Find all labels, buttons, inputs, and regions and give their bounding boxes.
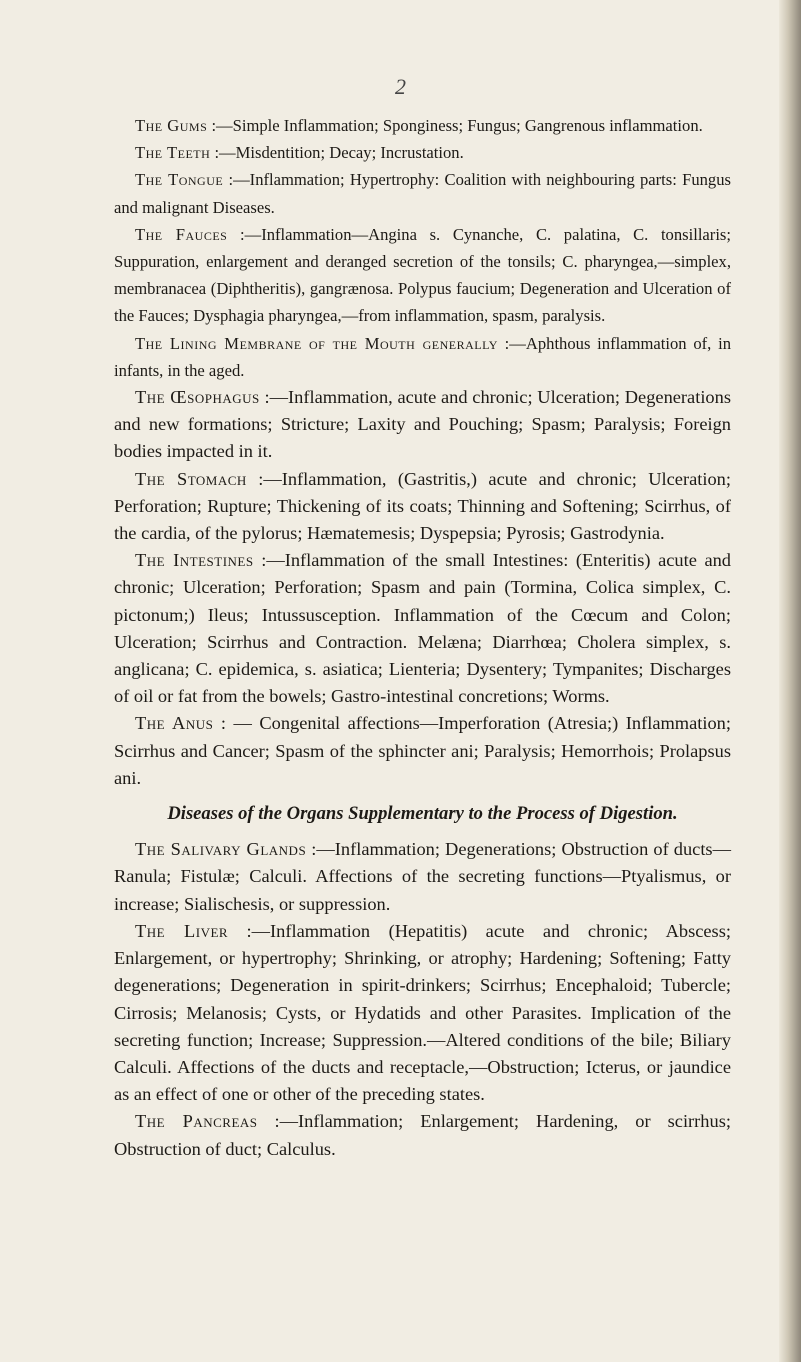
entry-body: : — Congenital affections—Imperforation (Atresia;) Inflammation; Scirrhus and Cancer; Spasm of the sphincter ani; Paralysis; Hemorrhois; Prolapsus ani. [114, 713, 731, 788]
entry-body: :—Inflammation; Degenerations; Obstruction of ducts—Ranula; Fistulæ; Calculi. Affections of the secreting functions—Ptyalismus, or increase; Sialischesis, or suppression. [114, 839, 731, 914]
entry-heading: The Salivary Glands [135, 839, 307, 860]
entry-liver [114, 918, 731, 1108]
entry-body: :—Inflammation of the small Intestines: (Enteritis) acute and chronic; Ulceration; Perforation; Spasm and pain (Tormina, Colica simplex, C. pictonum;) Ileus; Intussusception. Inflammation of the Cœcum and Colon; Ulceration; Scirrhus and Contraction. Melæna; Diarrhœa; Cholera simplex, s. anglicana; C. epidemica, s. asiatica; Lienteria; Dysentery; Tympanites; Discharges of oil or fat from the bowels; Gastro-intestinal concretions; Worms. [114, 550, 731, 707]
entry-body: :—Aphthous inflammation of, in infants, in the aged. [114, 333, 732, 380]
entry-oesophagus [114, 384, 731, 466]
page-number: 2 [395, 74, 406, 99]
entry-body: :—Inflammation, (Gastritis,) acute and chronic; Ulceration; Perforation; Rupture; Thickening of its coats; Thinning and Softening; Scirrhus, of the cardia, of the pylorus; Hæmatemesis; Dyspepsia; Pyrosis; Gastrodynia. [114, 468, 731, 544]
entry-body: :—Inflammation—Angina s. Cynanche, C. palatina, C. tonsillaris; Suppuration, enlargement and deranged secretion of the tonsils; C. pharyngea,—simplex, membranacea (Diphtheritis), gangrænosa. Polypus faucium; Degeneration and Ulceration of the Fauces; Dysphagia pharyngea,—from inflammation, spasm, paralysis. [114, 224, 732, 326]
entry-heading: The Lining Membrane of the Mouth generally [135, 333, 498, 353]
entry-heading: The Anus [135, 713, 214, 734]
entry-body: :—Inflammation; Hypertrophy: Coalition with neighbouring parts: Fungus and malignant Diseases. [114, 170, 731, 217]
entry-pancreas [114, 1108, 731, 1162]
entry-gums [114, 112, 731, 139]
entry-mouth-lining [114, 330, 731, 384]
entry-heading: The Œsophagus [135, 387, 260, 408]
entry-heading: The Gums [135, 116, 208, 135]
page-edge-shadow [779, 0, 801, 1362]
entry-heading: The Pancreas [135, 1111, 258, 1132]
entry-body: :—Inflammation (Hepatitis) acute and chronic; Abscess; Enlargement, or hypertrophy; Shrinking, or atrophy; Hardening; Softening; Fatty degenerations; Degeneration in spirit-drinkers; Scirrhus; Encephaloid; Tubercle; Cirrosis; Melanosis; Cysts, or Hydatids and other Parasites. Implication of the secreting function; Increase; Suppression.—Altered conditions of the bile; Biliary Calculi. Affections of the ducts and receptacle,—Obstruction; Icterus, or jaundice as an effect of one or other of the preceding states. [114, 920, 731, 1105]
entry-body: :—Inflammation; Enlargement; Hardening, or scirrhus; Obstruction of duct; Calculus. [114, 1111, 731, 1159]
entry-tongue [114, 166, 731, 220]
entry-fauces [114, 221, 731, 330]
section-heading: Diseases of the Organs Supplementary to the Process of Digestion. [167, 803, 678, 825]
entry-body: :—Inflammation, acute and chronic; Ulceration; Degenerations and new formations; Stricture; Laxity and Pouching; Spasm; Paralysis; Foreign bodies impacted in it. [114, 387, 731, 462]
entry-heading: The Teeth [135, 143, 211, 163]
entry-teeth [114, 139, 731, 166]
entry-stomach [114, 466, 731, 548]
entry-intestines [114, 547, 731, 710]
entry-salivary-glands [114, 836, 731, 918]
entry-heading: The Liver [135, 920, 229, 941]
entry-heading: The Stomach [135, 468, 247, 489]
entry-heading: The Intestines [135, 550, 254, 571]
entry-anus [114, 710, 731, 792]
entry-heading: The Tongue [135, 170, 224, 190]
entry-body: :—Simple Inflammation; Sponginess; Fungus; Gangrenous inflammation. [211, 116, 703, 135]
page-text [114, 112, 731, 1163]
entry-heading: The Fauces [135, 224, 228, 244]
entry-body: :—Misdentition; Decay; Incrustation. [214, 143, 464, 163]
